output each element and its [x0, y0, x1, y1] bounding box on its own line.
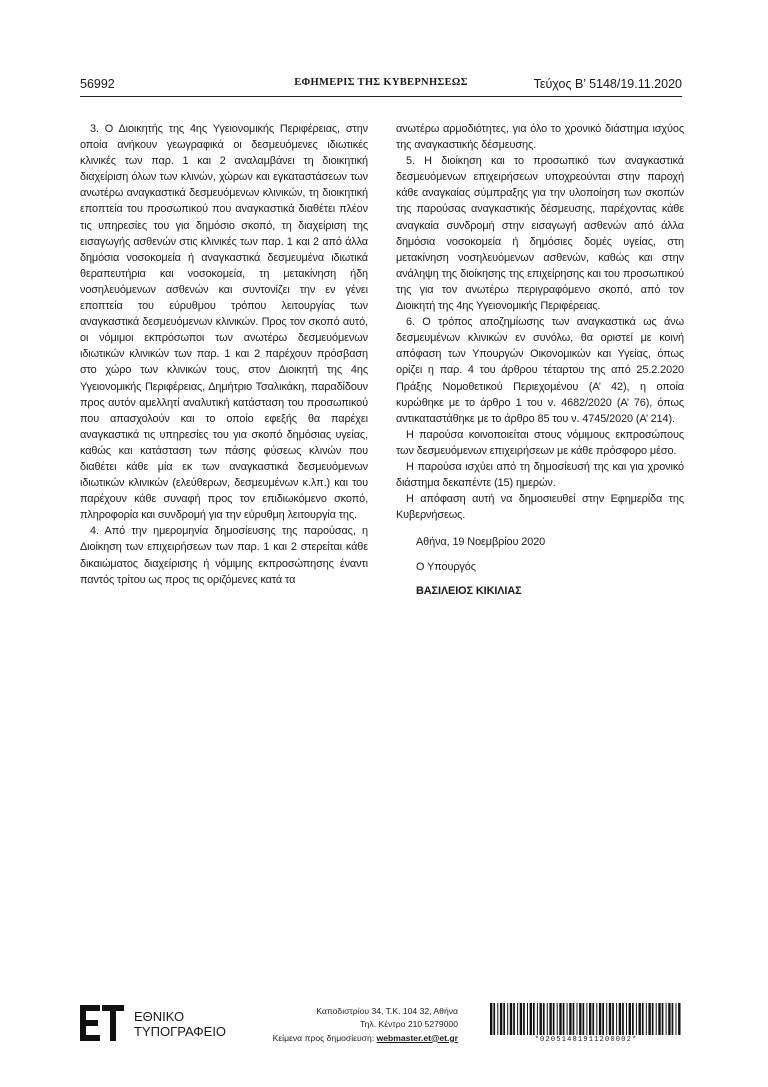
paragraph: 4. Από την ημερομηνία δημοσίευσης της παρούσας, η Διοίκηση των επιχειρήσεων των παρ. 1 και 2 στερείται κάθε δικαιώματος διαχείρισης ή νόμιμης εκπροσώπησης έναντι παντός τρίτου ως προς τις οριζόμενες κατά τα — [80, 525, 368, 586]
phone-line: Τηλ. Κέντρο 210 5279000 — [360, 1019, 458, 1030]
page-header — [80, 77, 682, 93]
signature-role: Ο Υπουργός — [416, 560, 476, 573]
address-line: Καποδιστρίου 34, Τ.Κ. 104 32, Αθήνα — [316, 1006, 458, 1016]
barcode-bars — [489, 1003, 683, 1035]
paragraph: ανωτέρω αρμοδιότητες, για όλο το χρονικό διάστημα ισχύος της αναγκαστικής δέσμευσης. — [396, 123, 684, 152]
signature-place-date: Αθήνα, 19 Νοεμβρίου 2020 — [416, 536, 546, 549]
barcode — [489, 1003, 683, 1045]
email-label: Κείμενα προς δημοσίευση: — [272, 1032, 377, 1043]
national-printing-office-logo — [80, 1005, 227, 1041]
logo-line-2: ΤΥΠΟΓΡΑΦΕΙΟ — [134, 1023, 227, 1039]
et-logo-icon — [80, 1005, 124, 1041]
email-link[interactable]: webmaster.et@et.gr — [376, 1032, 458, 1043]
logo-line-1: ΕΘΝΙΚΟ — [134, 1009, 185, 1024]
paragraph: Η παρούσα ισχύει από τη δημοσίευσή της και για χρονικό διάστημα δεκαπέντε (15) ημερών. — [396, 460, 684, 490]
paragraph: Η απόφαση αυτή να δημοσιευθεί στην Εφημερίδα της Κυβερνήσεως. — [396, 493, 684, 522]
gazette-title: ΕΦΗΜΕΡΙΣ ΤΗΣ ΚΥΒΕΡΝΗΣΕΩΣ — [294, 77, 468, 88]
issue-info: Τεύχος Β’ 5148/19.11.2020 — [533, 77, 682, 91]
barcode-digits: *02051481911200002* — [534, 1036, 638, 1044]
paragraph: 3. Ο Διοικητής της 4ης Υγειονομικής Περιφέρειας, στην οποία ανήκουν γεωγραφικά οι δεσμευόμενες ιδιωτικές κλινικές των παρ. 1 και 2 αναλαμβάνει τη διοικητική διαχείριση όλων των κλινών, χώρων και εγκαταστάσεων των ανωτέρω αναγκαστικά δεσμευόμενων κλινικών, τη διοικητική εποπτεία του προσωπικού που αναγκαστικά διαθέτει πλέον τις υπηρεσίες του για δημόσιο σκοπό, τη διαχείριση της εισαγωγής ασθενών στις κλινικές των παρ. 1 και 2 από άλλα δημόσια νοσοκομεία ή αναγκαστικά δεσμευμένα ιδιωτικά θεραπευτήρια και νοσοκομεία, τη μετακίνηση ήδη νοσηλευόμενων ασθενών και συντονίζει την εν γένει εποπτεία του εύρυθμου τρόπου λειτουργίας των αναγκαστικά δεσμευόμενων κλινικών. Προς τον σκοπό αυτό, οι νόμιμοι εκπρόσωποι των ανωτέρω δεσμευόμενων ιδιωτικών κλινικών των παρ. 1 και 2 παρέχουν πρόσβαση στο χώρο των κλινικών τους, στον Διοικητή της 4ης Υγειονομικής Περιφέρειας, Δημήτριο Τσαλικάκη, παραδίδουν προς αυτόν αμελλητί αναλυτική κατάσταση του προσωπικού που απασχολούν και το οποίο εφεξής θα παρέχει αναγκαστικά τις υπηρεσίες του για σκοπό δημόσιας υγείας, καθώς και κατάσταση των πάσης φύσεως κλινών που διαθέτει κάθε μία εκ των αναγκαστικά δεσμευόμενων ιδιωτικών κλινικών (ελεύθερων, δεσμευμένων κ.λπ.) και του παρέχουν κάθε συναφή προς τον επιδιωκόμενο σκοπό, πληροφορία και συνδρομή για την εύρυθμη λειτουργία της. — [80, 123, 368, 522]
paragraph: 6. Ο τρόπος αποζημίωσης των αναγκαστικά ως άνω δεσμευμένων κλινικών εν συνόλω, θα οριστεί με κοινή απόφαση των Υπουργών Οικονομικών και Υγείας, όπως ορίζει η παρ. 4 του άρθρου τέταρτου της από 25.2.2020 Πράξης Νομοθετικού Περιεχομένου (Α’ 42), η οποία κυρώθηκε με το άρθρο 1 του ν. 4682/2020 (Α’ 76), όπως αντικαταστάθηκε με το άρθρο 85 του ν. 4745/2020 (Α’ 214). — [396, 316, 684, 425]
email-line — [273, 1032, 458, 1045]
header-rule — [80, 96, 682, 97]
paragraph: 5. Η διοίκηση και το προσωπικό των αναγκαστικά δεσμευόμενων επιχειρήσεων υποχρεούνται στην παροχή κάθε αναγκαίας σύμπραξης για την υλοποίηση των σκοπών της παρούσας αναγκαστικής δέσμευσης, παρέχοντας κάθε αναγκαία συνδρομή στην εισαγωγή ασθενών από άλλα δημόσια νοσοκομεία ή δημόσιες δομές υγείας, στη μετακίνηση νοσηλευόμενων ασθενών, καθώς και στην ανάληψη της διοίκησης της επιχείρησης και του προσωπικού της για τον ανωτέρω περιγραφόμενο σκοπό, από τον Διοικητή της 4ης Υγειονομικής Περιφέρειας. — [396, 155, 684, 313]
signature-block — [396, 534, 684, 600]
right-column — [396, 121, 684, 600]
page-number: 56992 — [80, 77, 115, 91]
signature-name: ΒΑΣΙΛΕΙΟΣ ΚΙΚΙΛΙΑΣ — [416, 585, 522, 598]
paragraph: Η παρούσα κοινοποιείται στους νόμιμους εκπροσώπους των δεσμευόμενων επιχειρήσεων με κάθε πρόσφορο μέσο. — [396, 428, 684, 457]
left-column — [80, 121, 368, 588]
footer-address — [273, 1005, 458, 1045]
